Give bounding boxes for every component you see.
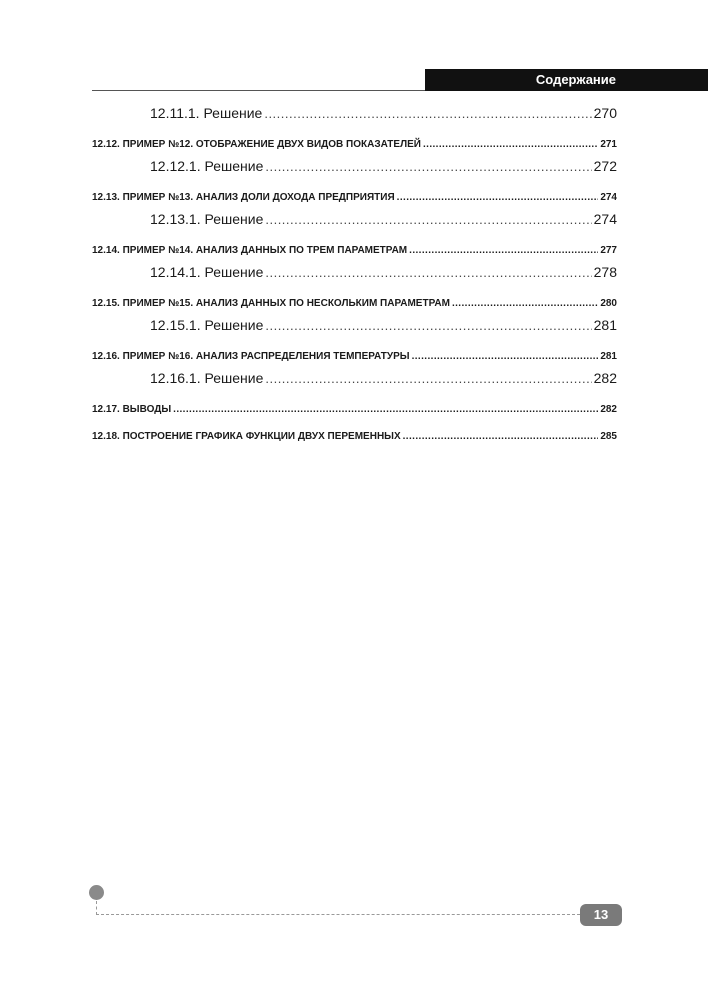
table-of-contents	[92, 105, 617, 450]
footer-dashed-line	[96, 914, 580, 915]
toc-entry[interactable]	[150, 370, 617, 396]
toc-entry-title: 12.11.1. Решение	[150, 105, 263, 121]
toc-section-page: 277	[600, 245, 617, 256]
toc-entry-title: 12.12.1. Решение	[150, 158, 264, 174]
toc-entry-title: 12.14.1. Решение	[150, 264, 264, 280]
toc-entry[interactable]	[150, 105, 617, 131]
toc-section[interactable]	[92, 237, 617, 264]
toc-entry[interactable]	[150, 158, 617, 184]
toc-entry-page: 278	[593, 264, 617, 280]
toc-section[interactable]	[92, 131, 617, 158]
toc-section[interactable]	[92, 396, 617, 423]
toc-entry[interactable]	[150, 317, 617, 343]
toc-leader-dots	[412, 343, 599, 370]
toc-leader-dots	[264, 106, 591, 121]
toc-leader-dots	[265, 318, 591, 333]
toc-leader-dots	[265, 212, 591, 227]
toc-leader-dots	[265, 265, 591, 280]
toc-section-title: 12.14. ПРИМЕР №14. АНАЛИЗ ДАННЫХ ПО ТРЕМ ПАРАМЕТРАМ	[92, 245, 408, 256]
toc-leader-dots	[397, 184, 599, 211]
toc-section-title: 12.15. ПРИМЕР №15. АНАЛИЗ ДАННЫХ ПО НЕСКОЛЬКИМ ПАРАМЕТРАМ	[92, 298, 450, 309]
toc-section-title: 12.17. ВЫВОДЫ	[92, 404, 172, 415]
toc-section-page: 285	[600, 431, 617, 442]
toc-leader-dots	[403, 423, 599, 450]
toc-section[interactable]	[92, 184, 617, 211]
page-number: 13	[593, 907, 609, 922]
toc-entry[interactable]	[150, 264, 617, 290]
toc-entry-page: 282	[593, 370, 617, 386]
toc-leader-dots	[409, 237, 598, 264]
toc-entry-title: 12.13.1. Решение	[150, 211, 264, 227]
toc-leader-dots	[452, 290, 598, 317]
toc-section-title: 12.18. ПОСТРОЕНИЕ ГРАФИКА ФУНКЦИИ ДВУХ ПЕРЕМЕННЫХ	[92, 431, 401, 442]
toc-entry-page: 270	[593, 105, 617, 121]
running-header-title: Содержание	[535, 72, 616, 87]
toc-section-page: 274	[600, 192, 617, 203]
footer-dot-ornament	[89, 885, 104, 900]
running-header	[425, 69, 708, 91]
toc-entry-page: 274	[593, 211, 617, 227]
toc-section-page: 271	[600, 139, 617, 150]
toc-leader-dots	[265, 159, 591, 174]
toc-leader-dots	[423, 131, 598, 158]
toc-section[interactable]	[92, 343, 617, 370]
toc-leader-dots	[173, 396, 598, 423]
page-number-tab	[580, 904, 622, 926]
header-rule	[92, 90, 425, 91]
toc-entry-page: 281	[593, 317, 617, 333]
toc-section[interactable]	[92, 290, 617, 317]
toc-section-page: 282	[600, 404, 617, 415]
toc-section-title: 12.16. ПРИМЕР №16. АНАЛИЗ РАСПРЕДЕЛЕНИЯ ТЕМПЕРАТУРЫ	[92, 351, 410, 362]
toc-leader-dots	[265, 371, 591, 386]
toc-section-title: 12.12. ПРИМЕР №12. ОТОБРАЖЕНИЕ ДВУХ ВИДОВ ПОКАЗАТЕЛЕЙ	[92, 139, 421, 150]
footer-dashed-line-vertical	[96, 901, 97, 915]
toc-entry[interactable]	[150, 211, 617, 237]
toc-section-page: 281	[600, 351, 617, 362]
toc-entry-title: 12.16.1. Решение	[150, 370, 264, 386]
toc-section-title: 12.13. ПРИМЕР №13. АНАЛИЗ ДОЛИ ДОХОДА ПРЕДПРИЯТИЯ	[92, 192, 395, 203]
toc-entry-page: 272	[593, 158, 617, 174]
toc-section[interactable]	[92, 423, 617, 450]
toc-entry-title: 12.15.1. Решение	[150, 317, 264, 333]
toc-section-page: 280	[600, 298, 617, 309]
